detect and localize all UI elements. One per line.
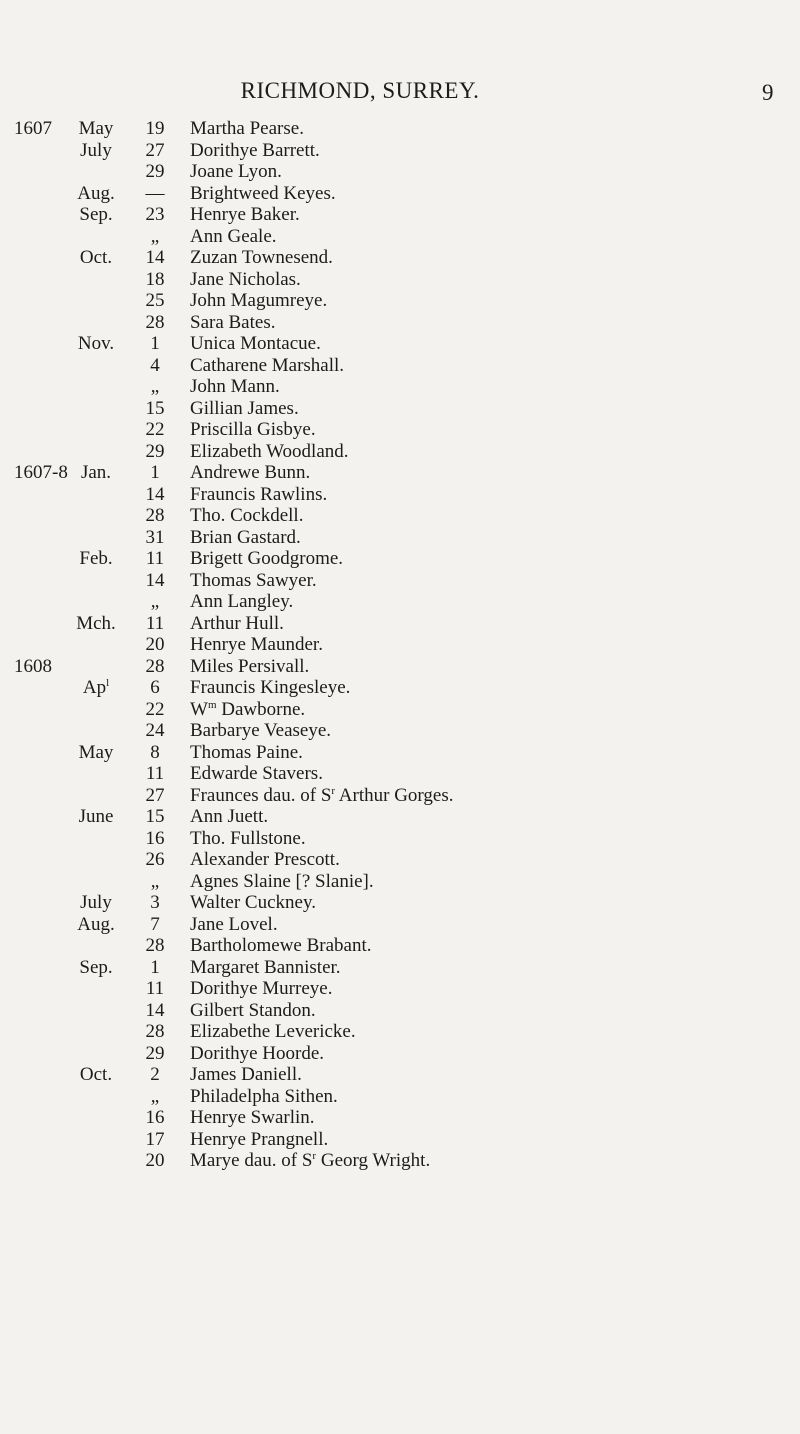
name-superscript: r (331, 784, 336, 797)
register-row (0, 742, 800, 764)
entry-day: 29 (145, 440, 165, 462)
entry-day: 23 (145, 204, 165, 225)
entry-year: 1607-8 (14, 462, 68, 483)
register-row (0, 978, 800, 1000)
register-row (0, 548, 800, 570)
entry-month: Ap$^l$ (82, 677, 110, 698)
register-row (0, 871, 800, 893)
register-row (0, 505, 800, 527)
entry-day: 4 (150, 354, 160, 376)
entry-day: 7 (150, 913, 160, 935)
register-row (0, 355, 800, 377)
entry-day: 29 (145, 161, 165, 182)
entry-day: 16 (145, 1107, 165, 1128)
entry-name: $W^m$ Dawborne. (190, 698, 306, 720)
entry-day: 11 (145, 612, 165, 634)
entry-day: 24 (145, 720, 165, 741)
register-row (0, 1043, 800, 1065)
register-row (0, 613, 800, 635)
entry-day: 25 (145, 290, 165, 311)
entry-day: 28 (145, 311, 165, 333)
register-row (0, 806, 800, 828)
entry-name: Arthur Hull. (190, 612, 284, 634)
entry-name: Agnes Slaine [? Slanie]. (190, 870, 374, 892)
register-row (0, 1000, 800, 1022)
entry-name: Bartholomewe Brabant. (190, 935, 372, 956)
entry-month: Jan. (80, 462, 112, 483)
entry-name: Tho. Cockdell. (190, 505, 304, 526)
entry-day: 22 (145, 698, 165, 720)
entry-name: Frauncis Rawlins. (190, 483, 328, 505)
register-row (0, 1064, 800, 1086)
register-row (0, 634, 800, 656)
register-row (0, 290, 800, 312)
register-row (0, 699, 800, 721)
register-row (0, 785, 800, 807)
entry-day: 15 (145, 806, 165, 827)
entry-name: Dorithye Hoorde. (190, 1042, 325, 1064)
entry-day: 28 (145, 935, 165, 956)
entry-name: Catharene Marshall. (190, 354, 345, 376)
entry-name: Elizabeth Woodland. (190, 440, 349, 462)
entry-day: 14 (145, 569, 165, 591)
page-header (0, 78, 800, 108)
entry-name: Tho. Fullstone. (190, 827, 306, 849)
entry-month: July (80, 892, 112, 913)
entry-name: Brigett Goodgrome. (190, 548, 344, 569)
entry-day: „ (150, 225, 160, 247)
entry-name: James Daniell. (190, 1064, 302, 1085)
entry-day: 1 (150, 462, 160, 483)
entry-day: 29 (145, 1042, 165, 1064)
entry-name: Joane Lyon. (190, 161, 282, 182)
register-row (0, 247, 800, 269)
entry-name: Alexander Prescott. (190, 849, 340, 870)
entry-month: Oct. (79, 1064, 113, 1085)
entry-day: 28 (145, 1021, 165, 1042)
register-row (0, 312, 800, 334)
entry-day: „ (150, 870, 160, 892)
register-row (0, 1150, 800, 1172)
entry-name: Philadelpha Sithen. (190, 1085, 338, 1107)
entry-day: „ (150, 1085, 160, 1107)
register-row (0, 118, 800, 140)
entry-day: 14 (145, 247, 165, 268)
register-row (0, 849, 800, 871)
entry-day: „ (150, 376, 160, 397)
entry-name: Barbarye Veaseye. (190, 720, 332, 741)
register-row (0, 656, 800, 678)
entry-month: Sep. (79, 956, 113, 978)
register-row (0, 1086, 800, 1108)
entry-day: 20 (145, 1150, 165, 1171)
register-row (0, 1021, 800, 1043)
register-row (0, 892, 800, 914)
register-row (0, 376, 800, 398)
register-row (0, 183, 800, 205)
entry-day: 3 (150, 892, 160, 913)
entry-day: — (145, 182, 165, 204)
entry-day: 20 (145, 634, 165, 655)
entry-month: Aug. (77, 913, 115, 935)
register-row (0, 914, 800, 936)
entry-month: June (78, 806, 114, 827)
entry-name: Jane Lovel. (190, 913, 278, 935)
register-row (0, 570, 800, 592)
entry-name: Andrewe Bunn. (190, 462, 311, 483)
entry-name: Edwarde Stavers. (190, 763, 323, 784)
entry-day: 26 (145, 849, 165, 870)
entry-name: Dorithye Barrett. (190, 139, 320, 161)
register-row (0, 419, 800, 441)
register-row (0, 484, 800, 506)
entry-name: Henrye Baker. (190, 204, 300, 225)
entry-name: Thomas Sawyer. (190, 569, 317, 591)
name-superscript: m (207, 698, 217, 711)
entry-month: May (78, 118, 114, 139)
entry-day: 1 (150, 333, 160, 354)
entry-name: Henrye Swarlin. (190, 1107, 315, 1128)
entry-month: July (80, 139, 112, 161)
register-row (0, 441, 800, 463)
entry-name: Gilbert Standon. (190, 999, 316, 1021)
entry-year: 1607 (14, 118, 52, 139)
entry-name: John Mann. (190, 376, 280, 397)
entry-name: Gillian James. (190, 397, 299, 419)
register-row (0, 398, 800, 420)
register-row (0, 935, 800, 957)
register-row (0, 140, 800, 162)
entry-name: Brightweed Keyes. (190, 182, 336, 204)
register-row (0, 226, 800, 248)
entry-name: Marye dau. of $S^r$ Georg Wright. (190, 1150, 431, 1171)
register-row (0, 462, 800, 484)
entry-month: May (78, 741, 114, 763)
entry-day: 14 (145, 999, 165, 1021)
register-row (0, 204, 800, 226)
entry-day: 1 (150, 956, 160, 978)
entry-name: Zuzan Townesend. (190, 247, 333, 268)
entry-day: 31 (145, 526, 165, 548)
entry-month: Sep. (79, 204, 113, 225)
month-superscript: l (106, 677, 110, 689)
entry-name: Henrye Maunder. (190, 634, 323, 655)
register-row (0, 720, 800, 742)
entry-name: Sara Bates. (190, 311, 276, 333)
entry-month: Aug. (77, 182, 115, 204)
entry-name: Ann Langley. (190, 591, 294, 612)
entry-name: Priscilla Gisbye. (190, 419, 316, 440)
name-superscript: r (312, 1150, 317, 1162)
entry-day: 15 (145, 397, 165, 419)
register-row (0, 1129, 800, 1151)
register-row (0, 269, 800, 291)
entry-day: 22 (145, 419, 165, 440)
entry-name: Elizabethe Levericke. (190, 1021, 356, 1042)
entry-name: John Magumreye. (190, 290, 328, 311)
register-row (0, 161, 800, 183)
entry-name: Jane Nicholas. (190, 268, 301, 290)
entry-month: Nov. (77, 333, 115, 354)
entry-name: Walter Cuckney. (190, 892, 316, 913)
entry-day: 6 (150, 677, 160, 698)
register-row (0, 1107, 800, 1129)
register-row (0, 957, 800, 979)
register-row (0, 828, 800, 850)
entry-name: Dorithye Murreye. (190, 978, 333, 999)
entry-day: 28 (145, 655, 165, 677)
entry-year: 1608 (14, 655, 52, 677)
entry-day: 2 (150, 1064, 160, 1085)
entry-name: Margaret Bannister. (190, 956, 341, 978)
entry-month: Oct. (79, 247, 113, 268)
entry-name: Martha Pearse. (190, 118, 304, 139)
register-row (0, 591, 800, 613)
entry-name: Thomas Paine. (190, 741, 303, 763)
register-row (0, 677, 800, 699)
entry-day: 27 (145, 139, 165, 161)
entry-name: Henrye Prangnell. (190, 1128, 329, 1150)
entry-name: Brian Gastard. (190, 526, 301, 548)
entry-day: 16 (145, 827, 165, 849)
entry-day: 18 (145, 268, 165, 290)
page-number: 9 (762, 80, 774, 105)
entry-day: 8 (150, 741, 160, 763)
register-row (0, 763, 800, 785)
entry-day: 11 (145, 763, 165, 784)
entry-day: 28 (145, 505, 165, 526)
running-title: RICHMOND, SURREY. (240, 78, 480, 103)
entry-day: 14 (145, 483, 165, 505)
entry-name: Fraunces dau. of $S^r$ Arthur Gorges. (190, 784, 454, 806)
entry-month: Mch. (76, 612, 116, 634)
entry-name: Frauncis Kingesleye. (190, 677, 351, 698)
entry-name: Ann Juett. (190, 806, 269, 827)
register-row (0, 333, 800, 355)
entry-name: Unica Montacue. (190, 333, 321, 354)
register-row (0, 527, 800, 549)
entry-month: Feb. (79, 548, 113, 569)
entry-name: Miles Persivall. (190, 655, 310, 677)
entry-name: Ann Geale. (190, 225, 277, 247)
entry-day: 27 (145, 784, 165, 806)
entry-day: 17 (145, 1128, 165, 1150)
entry-day: 19 (145, 118, 165, 139)
register-entries (0, 118, 800, 1172)
entry-day: „ (150, 591, 160, 612)
entry-day: 11 (145, 548, 165, 569)
entry-day: 11 (145, 978, 165, 999)
